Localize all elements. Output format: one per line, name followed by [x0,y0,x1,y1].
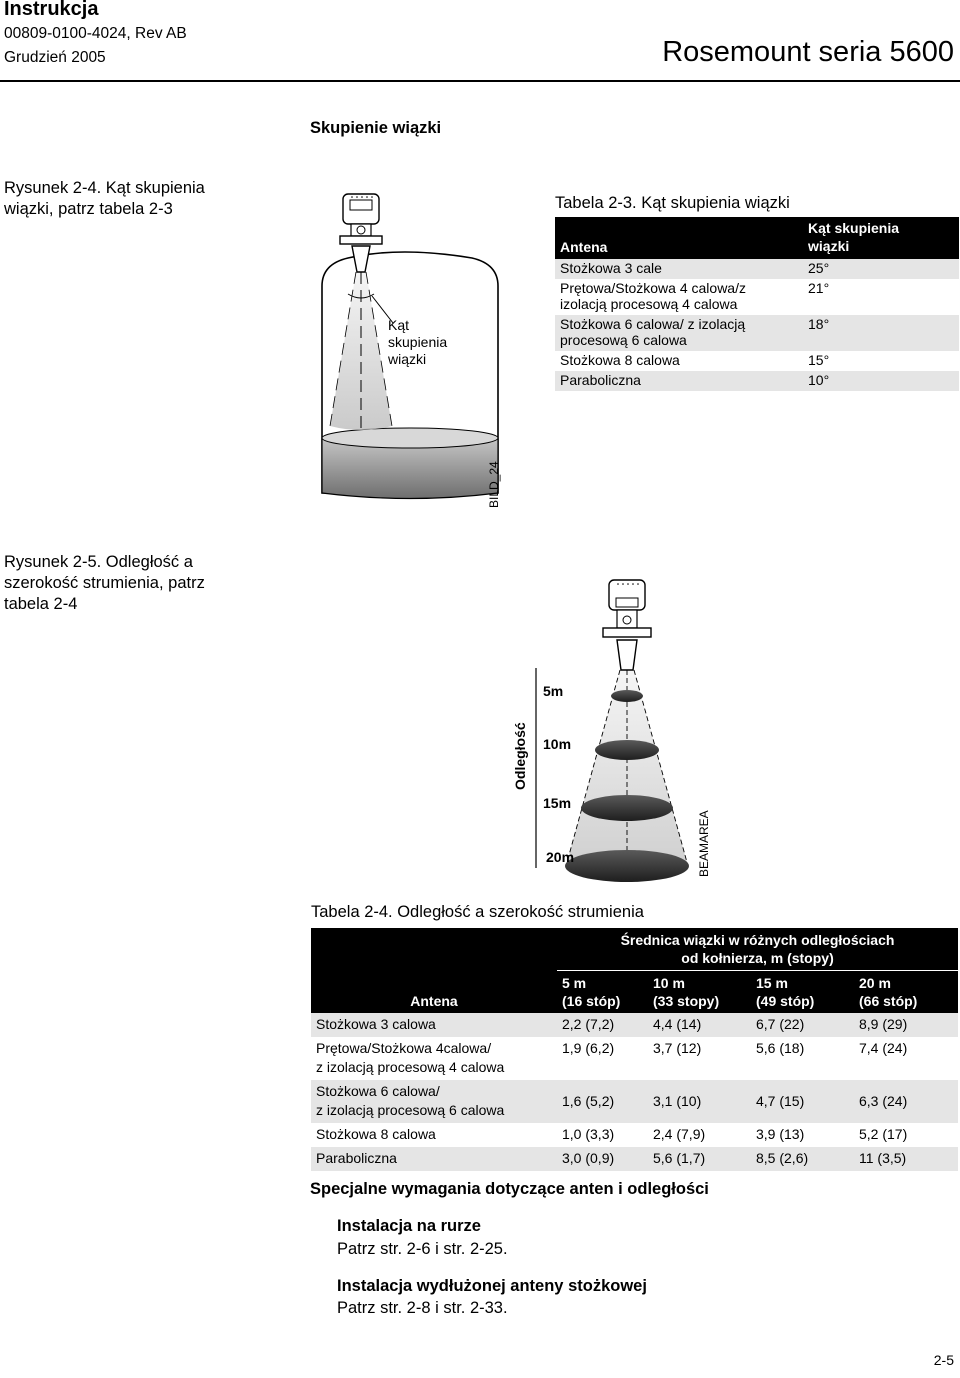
product-title: Rosemount seria 5600 [662,36,954,68]
value-cell: 7,4 (24) [859,1040,908,1056]
antenna-name: z izolacją procesową 6 calowa [316,1102,505,1118]
angle-cell: 15° [808,352,830,368]
value-cell: 4,4 (14) [648,1013,751,1037]
column-header-5m [557,971,648,1014]
angle-cell: 25° [803,259,959,279]
transmitter-display [616,598,638,607]
beam-angle-table [555,217,959,391]
angle-cell: 21° [808,280,830,296]
column-header-line: 15 m [756,975,788,991]
antenna-cell [555,371,803,391]
antenna-cell [555,279,803,315]
header-rule [0,80,960,82]
angle-cell: 18° [803,315,959,351]
table-row [311,1080,958,1123]
table-row [311,1013,958,1037]
antenna-name: Stożkowa 8 calowa [560,352,680,368]
distance-label-5m: 5m [543,683,564,699]
column-header-line: 5 m [562,975,587,991]
figure-4-caption-line: Rysunek 2-4. Kąt skupienia [4,179,205,197]
value-cell: 5,2 (17) [859,1126,908,1142]
table-row [555,371,959,391]
antenna-cell [311,1080,557,1123]
flange [340,236,382,244]
beam-angle-label-line: Kąt [388,317,410,333]
doc-number: 00809-0100-4024, Rev AB [4,25,187,42]
beam-angle-label-line: skupienia [388,334,448,350]
column-header-10m [648,971,751,1014]
doc-type: Instrukcja [4,0,99,20]
antenna-name: Prętowa/Stożkowa 4 calowa/z [560,280,746,296]
flange [603,628,651,637]
table-row [311,1147,958,1171]
figure-5-caption-line: Rysunek 2-5. Odległość a [4,553,193,571]
figure-4-code: BILD_24 [487,461,501,508]
value-cell: 1,6 (5,2) [557,1080,648,1123]
value-cell: 1,0 (3,3) [562,1126,615,1142]
beam-disc-10m [595,740,659,760]
table-row [311,1037,958,1080]
table-header-row [555,217,959,259]
beam-disc-5m [611,690,643,702]
value-cell: 2,4 (7,9) [653,1126,706,1142]
value-cell: 3,1 (10) [648,1080,751,1123]
value-cell: 2,2 (7,2) [557,1013,648,1037]
antenna-cell [555,259,803,279]
pipe-installation-text: Patrz str. 2-6 i str. 2-25. [337,1240,508,1258]
figure-5-code: BEAMAREA [697,810,711,877]
group-header-line: od kołnierza, m (stopy) [681,950,834,966]
antenna-name: z izolacją procesową 4 calowa [316,1059,505,1075]
column-header-15m [751,971,854,1014]
angle-cell: 10° [803,371,959,391]
antenna-cell: Paraboliczna [311,1147,557,1171]
figure-4-caption-line: wiązki, patrz tabela 2-3 [4,200,173,218]
column-header-line: Kąt skupienia [808,220,900,236]
table-row [555,315,959,351]
column-header-line: (49 stóp) [756,993,815,1009]
value-cell: 6,7 (22) [751,1013,854,1037]
cone-antenna [617,640,637,670]
section-title: Skupienie wiązki [310,119,442,137]
value-cell: 8,9 (29) [854,1013,958,1037]
special-requirements-title: Specjalne wymagania dotyczące anten i odległości [310,1180,709,1198]
column-header-line: (16 stóp) [562,993,621,1009]
value-cell: 6,3 (24) [854,1080,958,1123]
distance-label-15m: 15m [543,795,572,811]
antenna-cell [555,351,803,371]
value-cell: 5,6 (1,7) [648,1147,751,1171]
beam-angle-label [388,317,447,368]
column-header-line: (33 stopy) [653,993,720,1009]
table-row [555,259,959,279]
page-number: 2-5 [933,1352,954,1368]
column-header-line: (66 stóp) [859,993,918,1009]
value-cell: 11 (3,5) [854,1147,958,1171]
value-cell: 1,9 (6,2) [562,1040,615,1056]
extended-cone-title: Instalacja wydłużonej anteny stożkowej [337,1277,647,1295]
beam-disc-15m [581,795,673,821]
header-blank [311,928,557,971]
column-header-antenna: Antena [311,971,557,1014]
antenna-name: Paraboliczna [560,372,641,388]
figure-5-caption-line: tabela 2-4 [4,595,78,613]
table-3-caption: Tabela 2-3. Kąt skupienia wiązki [555,194,790,212]
antenna-name: Stożkowa 3 cale [560,260,662,276]
beam-angle-label-line: wiązki [388,351,427,367]
antenna-cell: Stożkowa 8 calowa [316,1126,436,1142]
beam-diameter-table [311,928,958,1171]
column-header-line: 10 m [653,975,685,991]
table-header-row [311,971,958,1014]
distance-label-10m: 10m [543,736,572,752]
value-cell: 8,5 (2,6) [751,1147,854,1171]
value-cell: 4,7 (15) [751,1080,854,1123]
value-cell: 3,9 (13) [756,1126,805,1142]
antenna-cell [555,315,803,351]
antenna-name: procesową 6 calowa [560,332,687,348]
column-header-20m [854,971,958,1014]
extended-cone-text: Patrz str. 2-8 i str. 2-33. [337,1299,508,1317]
doc-date: Grudzień 2005 [4,49,106,66]
column-header-angle [803,217,959,259]
table-row [555,279,959,315]
distance-axis-label: Odległość [512,722,528,790]
antenna-name: izolacją procesową 4 calowa [560,296,738,312]
group-header [557,928,958,971]
antenna-name: Stożkowa 6 calowa/ z izolacją [560,316,746,332]
pipe-installation-title: Instalacja na rurze [337,1217,481,1235]
antenna-name: Stożkowa 6 calowa/ [316,1083,440,1099]
liquid-surface [322,428,498,448]
beam-area-figure [500,578,730,888]
group-header-line: Średnica wiązki w różnych odległościach [620,932,895,948]
figure-5-caption-line: szerokość strumienia, patrz [4,574,205,592]
figure-4-caption [4,178,205,220]
antenna-name: Prętowa/Stożkowa 4calowa/ [316,1040,492,1056]
table-row [311,1123,958,1147]
beam-disc-20m [565,850,689,882]
antenna-cell: Stożkowa 3 calowa [311,1013,557,1037]
value-cell: 3,0 (0,9) [557,1147,648,1171]
table-header-group-row [311,928,958,971]
table-row [555,351,959,371]
table-4-caption: Tabela 2-4. Odległość a szerokość strumienia [311,903,644,921]
antenna-cell [311,1037,557,1080]
transmitter-display [350,200,372,210]
column-header-line: 20 m [859,975,891,991]
column-header-antenna: Antena [555,217,803,259]
column-header-line: wiązki [808,238,850,254]
value-cell: 5,6 (18) [756,1040,805,1056]
value-cell: 3,7 (12) [653,1040,702,1056]
figure-5-caption [4,552,205,615]
distance-label-20m: 20m [546,849,575,865]
